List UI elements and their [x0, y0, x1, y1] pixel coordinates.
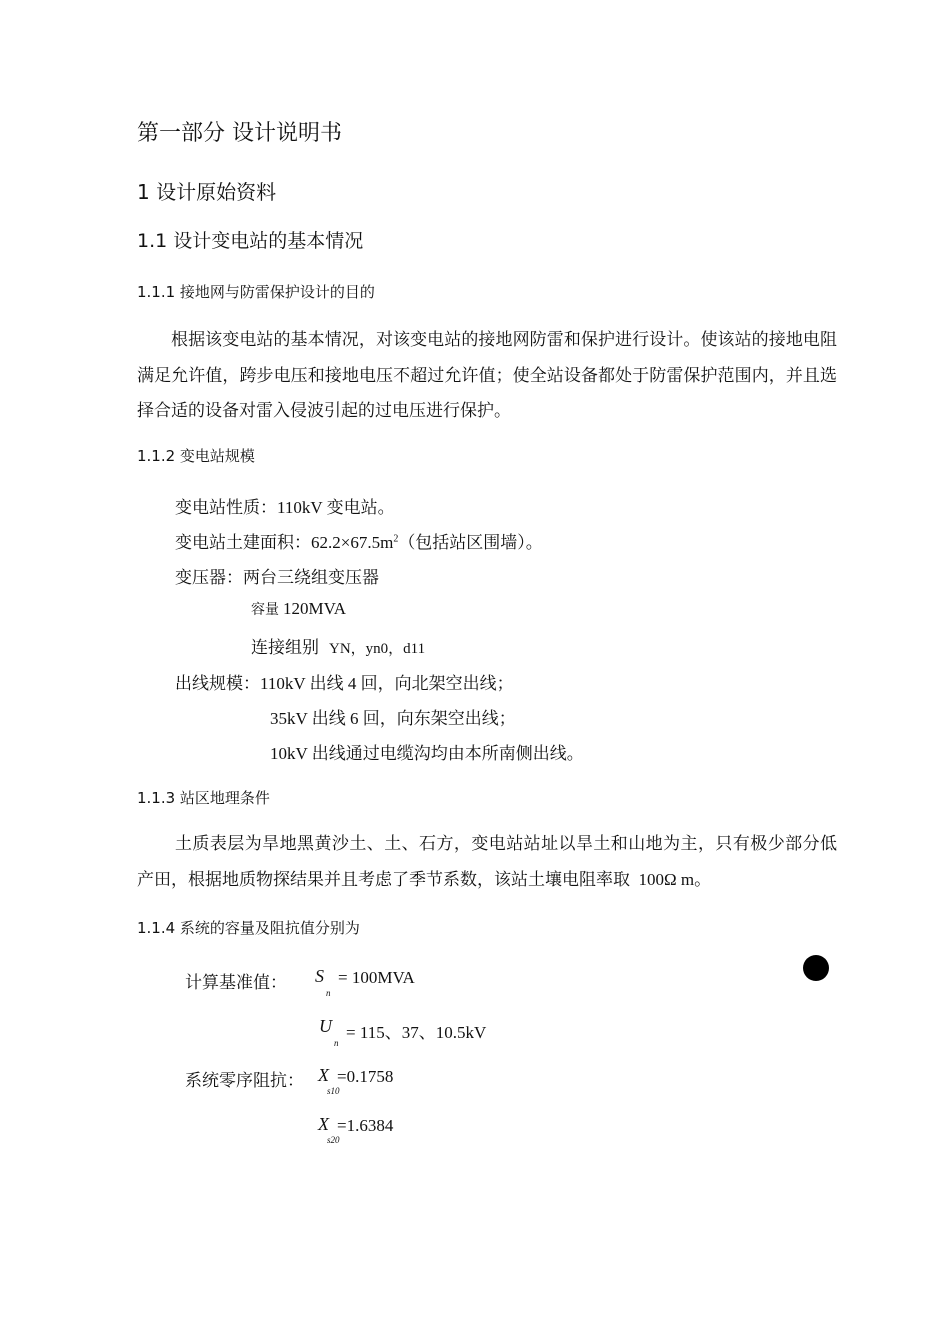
base-value-label: 计算基准值：	[185, 973, 287, 992]
x20-subscript: s20	[327, 1135, 340, 1145]
x20-formula	[318, 1114, 478, 1148]
outgoing-35kv: 35kV 出线 6 回，向东架空出线；	[270, 709, 516, 728]
section-1-heading: 1 设计原始资料	[137, 180, 277, 204]
outgoing-10kv: 10kV 出线通过电缆沟均由本所南侧出线。	[270, 744, 584, 763]
geology-end: 。	[694, 869, 712, 889]
un-subscript: n	[334, 1038, 339, 1048]
geology-text	[137, 826, 837, 897]
x10-value: =0.1758	[337, 1067, 394, 1086]
geology-paragraph	[137, 826, 837, 897]
geology-main-text: 土质表层为旱地黑黄沙土、土、石方，变电站站址以旱土和山地为主，只有极少部分低产田，根据地质物探结果并且考虑了季节系数，该站土壤电阻率取	[137, 834, 837, 889]
station-area	[175, 528, 543, 553]
connection-value: YN，yn0，d11	[329, 641, 426, 657]
un-value: = 115、37、10.5kV	[346, 1023, 487, 1042]
section-1-1-2-heading: 1.1.2 变电站规模	[137, 447, 255, 465]
x20-symbol: X	[318, 1114, 329, 1134]
section-1-1-1-heading: 1.1.1 接地网与防雷保护设计的目的	[137, 283, 375, 301]
capacity-label: 容量	[251, 603, 279, 618]
sn-subscript: n	[326, 988, 331, 998]
station-area-suffix: （包括站区围墙）。	[398, 533, 543, 552]
resistivity-value: 100Ω m	[638, 869, 695, 889]
x20-value: =1.6384	[337, 1116, 394, 1135]
bullet-dot-icon	[803, 955, 829, 981]
purpose-text: 根据该变电站的基本情况，对该变电站的接地网防雷和保护进行设计。使该站的接地电阻满足允许值，跨步电压和接地电压不超过允许值；使全站设备都处于防雷保护范围内，并且选择合适的设备对雷入侵波引起的过电压进行保护。	[137, 330, 837, 420]
station-nature: 变电站性质：110kV 变电站。	[175, 498, 395, 517]
x10-symbol: X	[318, 1065, 329, 1085]
x10-subscript: s10	[327, 1086, 340, 1096]
transformer-line: 变压器：两台三绕组变压器	[175, 568, 379, 587]
section-1-1-heading: 1.1 设计变电站的基本情况	[137, 230, 364, 252]
sn-formula	[315, 966, 535, 1000]
connection-label: 连接组别	[251, 638, 319, 657]
sn-symbol: S	[315, 966, 324, 986]
sn-value: = 100MVA	[338, 968, 415, 987]
zero-seq-label: 系统零序阻抗：	[185, 1071, 304, 1090]
un-formula	[319, 1016, 559, 1050]
part-title: 第一部分 设计说明书	[137, 121, 342, 146]
x10-formula	[318, 1065, 478, 1099]
outgoing-110kv: 出线规模：110kV 出线 4 回，向北架空出线；	[175, 674, 514, 693]
purpose-paragraph	[137, 322, 837, 429]
capacity-value: 120MVA	[283, 599, 346, 618]
station-area-text: 变电站土建面积：62.2×67.5m	[175, 533, 394, 552]
section-1-1-3-heading: 1.1.3 站区地理条件	[137, 789, 270, 807]
capacity-line	[251, 599, 346, 619]
connection-line	[251, 633, 425, 658]
station-area-sup: 2	[393, 533, 399, 545]
un-symbol: U	[319, 1016, 332, 1036]
section-1-1-4-heading: 1.1.4 系统的容量及阻抗值分别为	[137, 919, 360, 937]
